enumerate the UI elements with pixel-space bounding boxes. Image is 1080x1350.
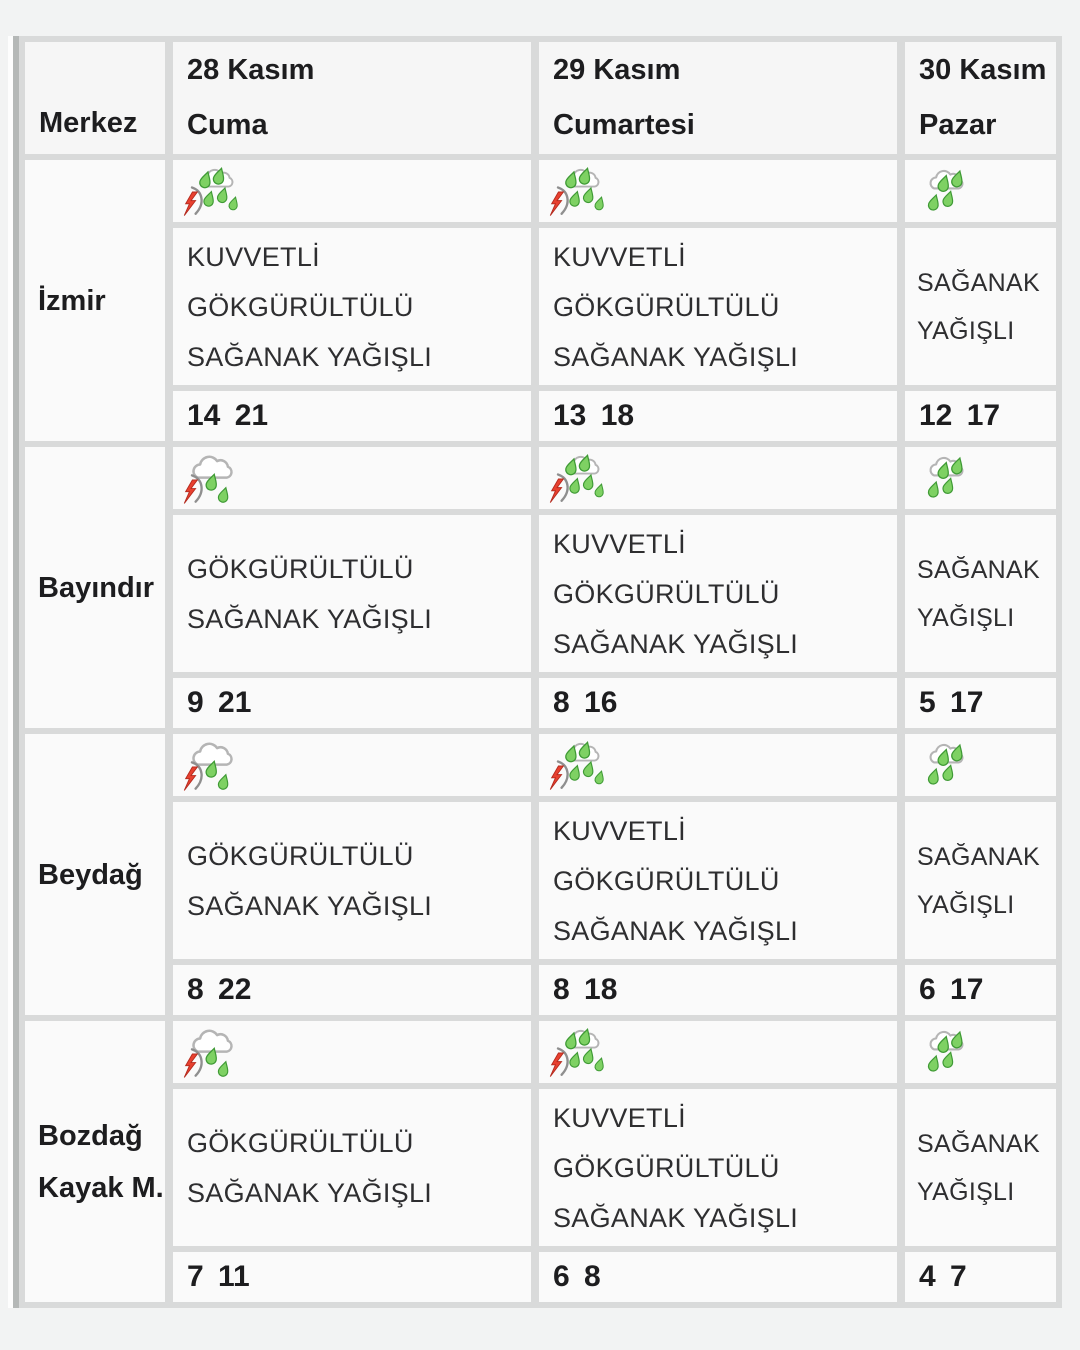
forecast-description: GÖKGÜRÜLTÜLÜ SAĞANAK YAĞIŞLI <box>173 515 531 672</box>
district-name-izmir: İzmir <box>25 160 165 441</box>
forecast-icon-cell <box>905 1021 1056 1083</box>
forecast-temps: 6 17 <box>905 965 1056 1015</box>
forecast-description: KUVVETLİ GÖKGÜRÜLTÜLÜ SAĞANAK YAĞIŞLI <box>539 802 897 959</box>
header-dayname: Cumartesi <box>553 109 695 141</box>
forecast-description: GÖKGÜRÜLTÜLÜ SAĞANAK YAĞIŞLI <box>173 1089 531 1246</box>
forecast-temps: 9 21 <box>173 678 531 728</box>
thunderstorm-rain-icon <box>182 738 240 794</box>
forecast-icon-cell <box>173 734 531 796</box>
thunderstorm-rain-icon <box>182 451 240 507</box>
forecast-temps: 5 17 <box>905 678 1056 728</box>
thunderstorm-heavy-rain-icon <box>548 164 606 220</box>
forecast-temps: 7 11 <box>173 1252 531 1302</box>
forecast-temps: 6 8 <box>539 1252 897 1302</box>
heavy-rain-icon <box>914 738 972 794</box>
thunderstorm-heavy-rain-icon <box>548 451 606 507</box>
forecast-icon-cell <box>173 1021 531 1083</box>
header-day-saturday <box>539 42 897 154</box>
thunderstorm-heavy-rain-icon <box>182 164 240 220</box>
forecast-description: SAĞANAK YAĞIŞLI <box>905 515 1056 672</box>
weather-forecast-table <box>19 36 1062 1308</box>
header-date: 30 Kasım <box>919 54 1047 86</box>
heavy-rain-icon <box>914 1025 972 1081</box>
district-name-beydag: Beydağ <box>25 734 165 1015</box>
forecast-temps: 14 21 <box>173 391 531 441</box>
header-dayname: Pazar <box>919 109 997 141</box>
merkez-label: Merkez <box>39 107 138 139</box>
forecast-temps: 8 22 <box>173 965 531 1015</box>
header-date: 29 Kasım <box>553 54 681 86</box>
forecast-icon-cell <box>539 160 897 222</box>
header-dayname: Cuma <box>187 109 268 141</box>
forecast-temps: 12 17 <box>905 391 1056 441</box>
thunderstorm-heavy-rain-icon <box>548 738 606 794</box>
district-name-bayindir: Bayındır <box>25 447 165 728</box>
forecast-icon-cell <box>173 160 531 222</box>
forecast-temps: 13 18 <box>539 391 897 441</box>
forecast-description: KUVVETLİ GÖKGÜRÜLTÜLÜ SAĞANAK YAĞIŞLI <box>539 515 897 672</box>
forecast-description: KUVVETLİ GÖKGÜRÜLTÜLÜ SAĞANAK YAĞIŞLI <box>173 228 531 385</box>
forecast-icon-cell <box>905 160 1056 222</box>
forecast-description: SAĞANAK YAĞIŞLI <box>905 802 1056 959</box>
forecast-description: KUVVETLİ GÖKGÜRÜLTÜLÜ SAĞANAK YAĞIŞLI <box>539 1089 897 1246</box>
forecast-description: GÖKGÜRÜLTÜLÜ SAĞANAK YAĞIŞLI <box>173 802 531 959</box>
header-date: 28 Kasım <box>187 54 315 86</box>
thunderstorm-heavy-rain-icon <box>548 1025 606 1081</box>
header-merkez <box>25 42 165 154</box>
district-name-bozdag-kayak-m: Bozdağ Kayak M. <box>25 1021 165 1302</box>
thunderstorm-rain-icon <box>182 1025 240 1081</box>
forecast-icon-cell <box>539 734 897 796</box>
forecast-icon-cell <box>539 447 897 509</box>
header-day-friday <box>173 42 531 154</box>
forecast-temps: 8 18 <box>539 965 897 1015</box>
forecast-icon-cell <box>173 447 531 509</box>
forecast-description: KUVVETLİ GÖKGÜRÜLTÜLÜ SAĞANAK YAĞIŞLI <box>539 228 897 385</box>
forecast-temps: 8 16 <box>539 678 897 728</box>
header-day-sunday <box>905 42 1056 154</box>
forecast-temps: 4 7 <box>905 1252 1056 1302</box>
heavy-rain-icon <box>914 164 972 220</box>
forecast-description: SAĞANAK YAĞIŞLI <box>905 1089 1056 1246</box>
forecast-icon-cell <box>905 734 1056 796</box>
heavy-rain-icon <box>914 451 972 507</box>
forecast-icon-cell <box>539 1021 897 1083</box>
forecast-icon-cell <box>905 447 1056 509</box>
forecast-description: SAĞANAK YAĞIŞLI <box>905 228 1056 385</box>
